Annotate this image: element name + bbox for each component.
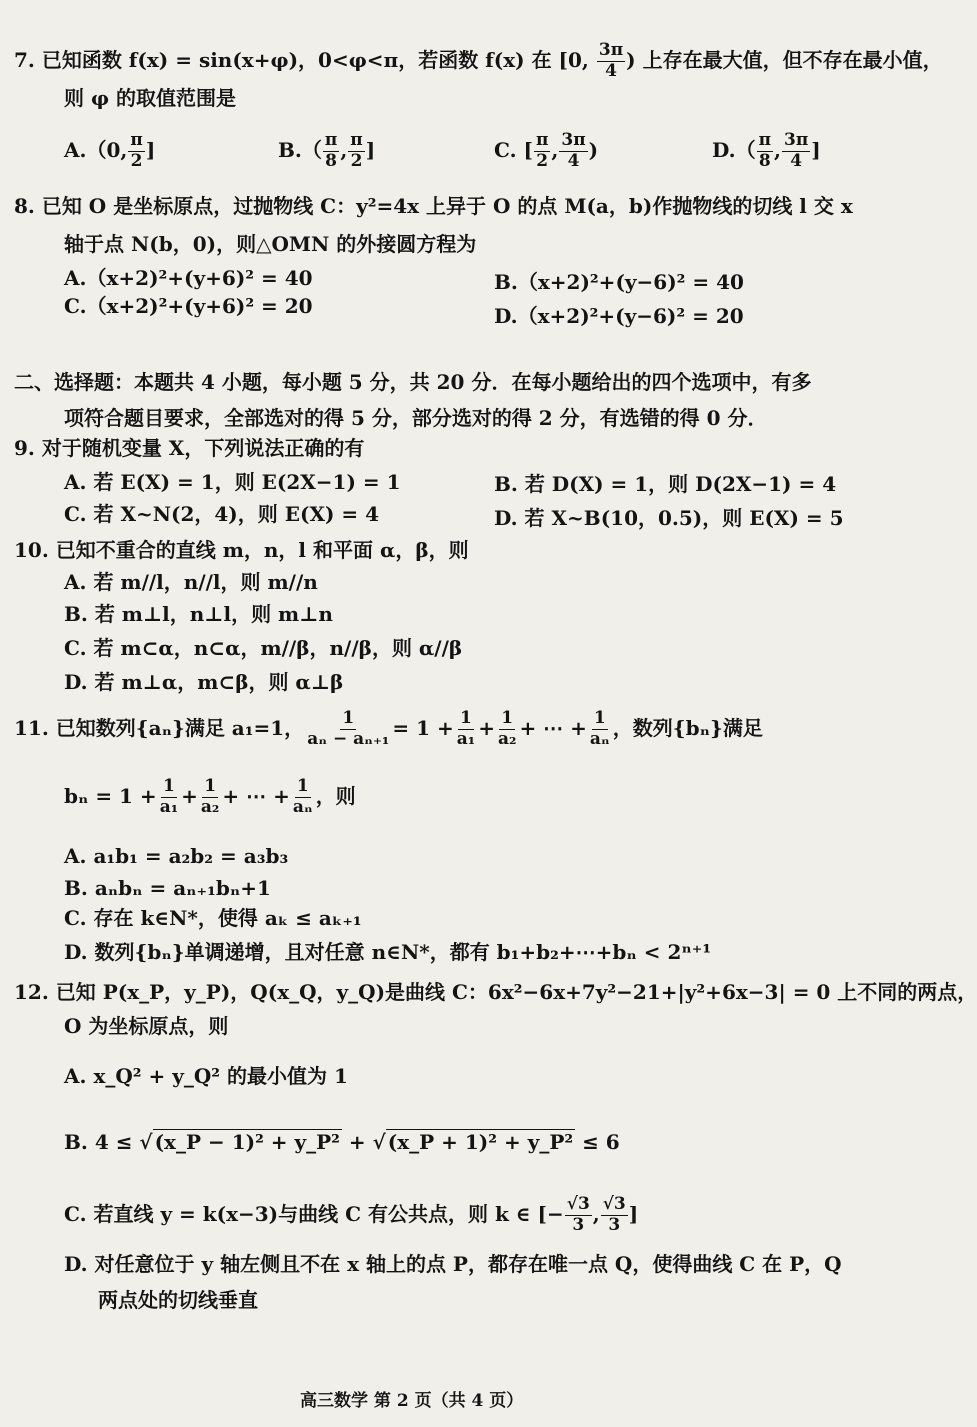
q7-a-pre: A.（0, [64, 137, 128, 162]
q11-option-b: B. aₙbₙ = aₙ₊₁bₙ+1 [64, 876, 271, 900]
q7-c-num2: 3π [561, 130, 586, 150]
q11-bf1-num: 1 [163, 776, 175, 796]
q12-c-den1: 3 [572, 1214, 585, 1235]
q7-b-num1: π [324, 130, 338, 150]
q7-a-den: 2 [130, 150, 143, 171]
page-footer: 高三数学 第 2 页（共 4 页） [300, 1391, 524, 1411]
q7-option-c: C. [ $\frac{\pi}{2}$ , $\frac{3\pi}{4}$ ) [494, 130, 599, 171]
q10-option-b: B. 若 m⊥l，n⊥l，则 m⊥n [64, 602, 333, 626]
q11-option-a: A. a₁b₁ = a₂b₂ = a₃b₃ [64, 844, 289, 868]
q12-c-frac1 [565, 1196, 592, 1235]
q9-stem: 9. 对于随机变量 X，下列说法正确的有 [14, 436, 365, 460]
q12-b-radicand2: (x_P + 1)² + y_P² [387, 1130, 574, 1154]
q7-stem-line1 [14, 42, 943, 81]
q11-b-post: ，则 [315, 783, 356, 808]
q10-option-c: C. 若 m⊂α，n⊂α，m//β，n//β，则 α//β [64, 636, 463, 660]
q11-f3-den: aₙ [589, 728, 610, 749]
q12-c-post: ] [628, 1201, 639, 1226]
q11-stem-pre: 11. 已知数列{aₙ}满足 a₁=1， [14, 715, 305, 740]
q7-d-num2: 3π [784, 130, 809, 150]
q7-b-num2: π [350, 130, 363, 150]
q11-dots: + ⋯ + [519, 715, 587, 740]
q7-c-pre: C. [ [494, 137, 533, 162]
q8-option-c: C.（x+2)²+(y+6)² = 20 [64, 294, 313, 318]
q12-option-a: A. x_Q² + y_Q² 的最小值为 1 [64, 1064, 348, 1088]
q11-stem-line1: 11. 已知数列{aₙ}满足 a₁=1， $\frac{1}{\text{aₙ − aₙ₊₁}}$ = 1 + $\frac{1}{\text{a₁}}$ + $\frac{1}{\text{a₂}}$ + ⋯ + $\frac{1}{\text{aₙ}}$ ，数列{bₙ}满足 [14, 708, 763, 749]
q11-bf2-den: a₂ [200, 796, 220, 817]
q8-option-b: B.（x+2)²+(y−6)² = 40 [494, 270, 744, 294]
q7-b-frac1 [323, 132, 339, 171]
q12-c-frac2 [601, 1196, 628, 1235]
q7-option-a [64, 132, 155, 171]
q7-b-den2: 2 [350, 150, 363, 171]
q7-option-b: B.（ $\frac{\pi}{8}$ , $\frac{\pi}{2}$ ] [278, 130, 376, 171]
q7-b-post: ] [365, 137, 376, 162]
q7-c-post: ) [588, 137, 599, 162]
q11-f1-num: 1 [460, 708, 472, 728]
q7-c-frac1 [534, 132, 550, 171]
q11-main-den: aₙ − aₙ₊₁ [307, 728, 390, 749]
q11-f2-den: a₂ [497, 728, 517, 749]
q11-frac-a1 [455, 710, 477, 749]
q7-d-frac2 [782, 132, 810, 171]
q12-option-d-line2: 两点处的切线垂直 [98, 1288, 258, 1312]
q7-frac-num: 3π [598, 40, 624, 60]
q11-b-frac3 [291, 778, 315, 817]
q7-stem-text: 7. 已知函数 f(x) = sin(x+φ)，0<φ<π，若函数 f(x) 在 [0, [14, 47, 596, 72]
q7-c-num1: π [535, 130, 549, 150]
q9-option-a: A. 若 E(X) = 1，则 E(2X−1) = 1 [64, 470, 401, 494]
q12-b-post: ≤ 6 [575, 1130, 620, 1154]
q7-b-frac2 [348, 132, 364, 171]
q9-option-c: C. 若 X~N(2，4)，则 E(X) = 4 [64, 502, 380, 526]
q11-bf3-den: aₙ [292, 796, 313, 817]
q11-frac-an [588, 710, 612, 749]
q12-c-den2: 3 [608, 1214, 621, 1235]
q12-b-mid: + √ [341, 1130, 386, 1154]
q7-stem-fraction [597, 42, 625, 81]
q11-main-num: 1 [342, 708, 355, 728]
q8-stem-line1: 8. 已知 O 是坐标原点，过抛物线 C：y²=4x 上异于 O 的点 M(a，b)作抛物线的切线 l 交 x [14, 194, 853, 218]
q7-option-d: D.（ $\frac{\pi}{8}$ , $\frac{3\pi}{4}$ ] [712, 130, 821, 171]
q12-stem-line2: O 为坐标原点，则 [64, 1014, 229, 1038]
q8-option-a: A.（x+2)²+(y+6)² = 40 [64, 266, 313, 290]
q11-stem-mid: = 1 + [392, 715, 454, 740]
q11-b-frac1 [158, 778, 180, 817]
q12-option-b [64, 1132, 620, 1152]
q11-b-pre: bₙ = 1 + [64, 783, 157, 808]
q12-b-pre: B. 4 ≤ √ [64, 1130, 153, 1154]
q9-option-d: D. 若 X~B(10，0.5)，则 E(X) = 5 [494, 506, 844, 530]
q12-c-pre: C. 若直线 y = k(x−3)与曲线 C 有公共点，则 k ∈ [− [64, 1201, 564, 1226]
q7-a-num: π [130, 130, 143, 150]
q12-b-radicand1: (x_P − 1)² + y_P² [154, 1130, 340, 1154]
q10-stem: 10. 已知不重合的直线 m，n，l 和平面 α，β，则 [14, 538, 469, 562]
q7-c-frac2 [559, 132, 587, 171]
q7-b-pre: B.（ [278, 137, 322, 162]
q7-d-num1: π [758, 130, 772, 150]
q12-c-num2: √3 [602, 1194, 626, 1214]
q7-d-post: ] [811, 137, 821, 162]
q7-d-den2: 4 [790, 150, 803, 171]
q11-f1-den: a₁ [456, 728, 476, 749]
q8-option-d: D.（x+2)²+(y−6)² = 20 [494, 304, 744, 328]
q12-stem-line1: 12. 已知 P(x_P，y_P)，Q(x_Q，y_Q)是曲线 C：6x²−6x+7y²−21+|y²+6x−3| = 0 上不同的两点， [14, 980, 977, 1004]
q11-bf1-den: a₁ [159, 796, 179, 817]
q7-d-den1: 8 [758, 150, 771, 171]
q7-stem-end: ) 上存在最大值，但不存在最小值， [626, 47, 943, 72]
section2-heading-line2: 项符合题目要求，全部选对的得 5 分，部分选对的得 2 分，有选错的得 0 分． [64, 406, 768, 430]
q7-frac-den: 4 [605, 60, 617, 81]
q11-main-frac [305, 710, 391, 749]
q10-option-d: D. 若 m⊥α，m⊂β，则 α⊥β [64, 670, 344, 694]
q12-option-c [64, 1196, 638, 1235]
q7-a-frac [128, 132, 144, 171]
q7-d-frac1 [757, 132, 773, 171]
q9-option-b: B. 若 D(X) = 1，则 D(2X−1) = 4 [494, 472, 837, 496]
q11-stem-line2: bₙ = 1 + $\frac{1}{\text{a₁}}$ + $\frac{1}{\text{a₂}}$ + ⋯ + $\frac{1}{\text{aₙ}}$ ，则 [64, 776, 356, 817]
q12-option-d-line1: D. 对任意位于 y 轴左侧且不在 x 轴上的点 P，都存在唯一点 Q，使得曲线 C 在 P，Q [64, 1252, 842, 1276]
q12-c-sep: , [592, 1201, 600, 1226]
q8-stem-line2: 轴于点 N(b，0)，则△OMN 的外接圆方程为 [64, 232, 477, 256]
q10-option-a: A. 若 m//l，n//l，则 m//n [64, 570, 318, 594]
q11-bf2-num: 1 [204, 776, 217, 796]
q11-stem-post: ，数列{bₙ}满足 [612, 715, 763, 740]
q7-c-den1: 2 [536, 150, 549, 171]
q7-d-pre: D.（ [712, 137, 756, 162]
q11-bf3-num: 1 [296, 776, 309, 796]
section2-heading-line1: 二、选择题：本题共 4 小题，每小题 5 分，共 20 分．在每小题给出的四个选项中，有多 [14, 370, 812, 394]
q11-f2-num: 1 [501, 708, 514, 728]
q12-c-num1: √3 [566, 1194, 590, 1214]
q11-option-d: D. 数列{bₙ}单调递增，且对任意 n∈N*，都有 b₁+b₂+⋯+bₙ < 2ⁿ⁺¹ [64, 940, 712, 964]
q11-f3-num: 1 [593, 708, 606, 728]
q11-b-dots: + ⋯ + [222, 783, 290, 808]
q7-b-den1: 8 [325, 150, 338, 171]
q11-b-frac2 [199, 778, 221, 817]
q7-a-post: ] [145, 137, 156, 162]
q11-frac-a2 [496, 710, 518, 749]
q11-option-c: C. 存在 k∈N*，使得 aₖ ≤ aₖ₊₁ [64, 906, 362, 930]
q7-stem-line2: 则 φ 的取值范围是 [64, 86, 237, 110]
q7-c-den2: 4 [567, 150, 580, 171]
